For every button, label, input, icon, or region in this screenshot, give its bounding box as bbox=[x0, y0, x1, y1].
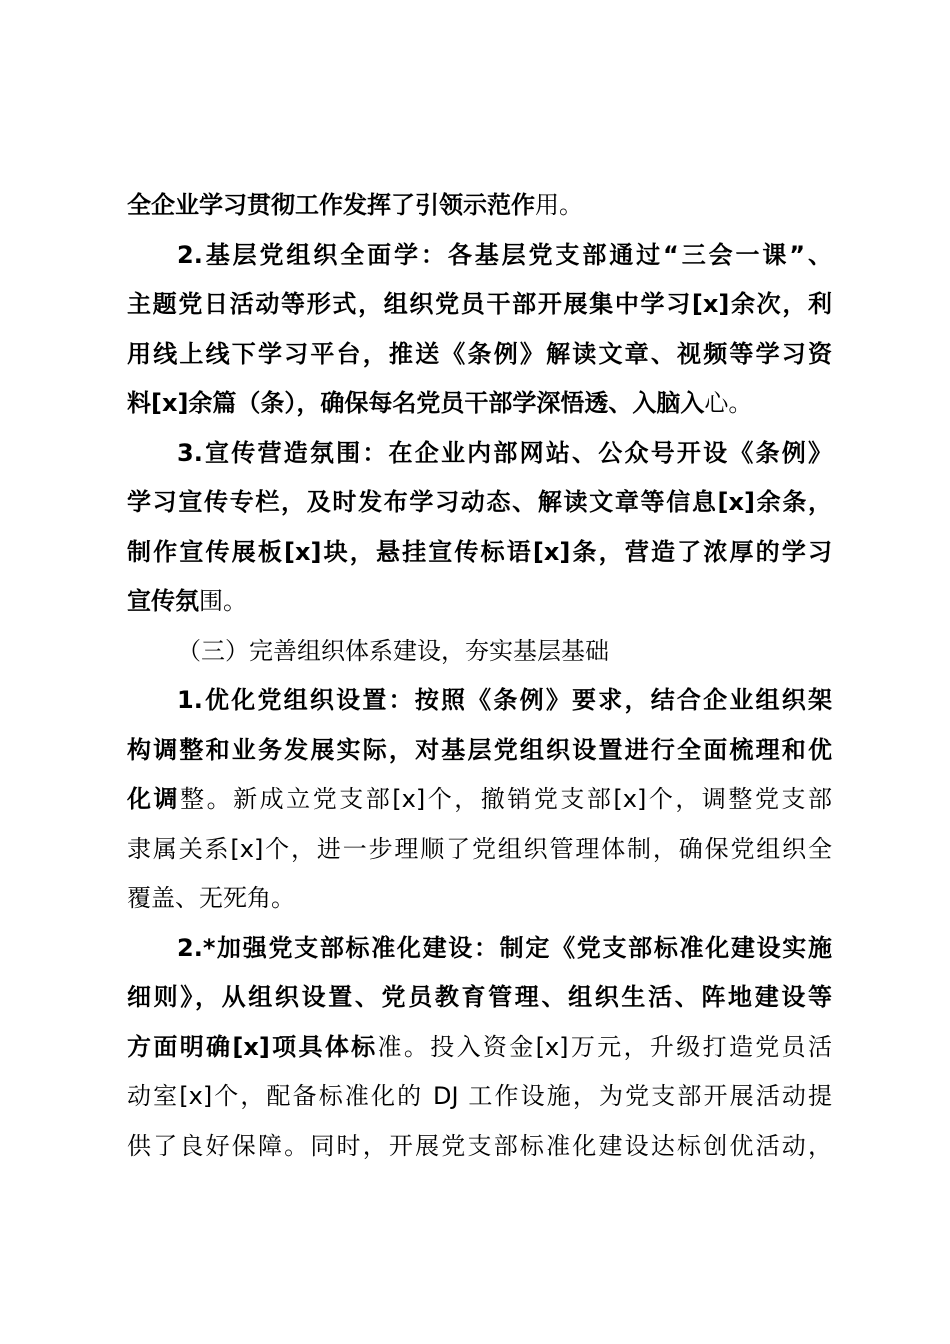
bold-text: 1.优化党组织设置：按照《条例》要求，结合企业组织架 bbox=[177, 686, 832, 714]
paragraph-line bbox=[127, 181, 832, 231]
section-heading bbox=[127, 627, 832, 677]
normal-text: 隶属关系[x]个，进一步理顺了党组织管理体制，确保党组织全 bbox=[127, 834, 832, 863]
bold-text: 全企业学习贯彻工作发挥了引领示范作 bbox=[127, 191, 535, 219]
bold-text: 料[x]余篇（条），确保每名党员干部学深悟透、入脑入 bbox=[127, 389, 705, 417]
paragraph-line bbox=[127, 1122, 832, 1172]
paragraph-line bbox=[127, 577, 832, 627]
bold-text: 2.*加强党支部标准化建设：制定《党支部标准化建设实施 bbox=[177, 933, 832, 962]
paragraph-line bbox=[127, 330, 832, 380]
bold-text: 主题党日活动等形式，组织党员干部开展集中学习[x]余次，利 bbox=[127, 290, 832, 318]
paragraph-line bbox=[127, 775, 832, 825]
normal-text: 准。投入资金[x]万元，升级打造党员活 bbox=[377, 1032, 832, 1061]
bold-text: 宣传氛 bbox=[127, 587, 199, 615]
normal-text: 围。 bbox=[199, 587, 247, 615]
bold-text: 3.宣传营造氛围：在企业内部网站、公众号开设《条例》 bbox=[177, 438, 832, 467]
paragraph-line bbox=[127, 528, 832, 578]
bold-text: 化调 bbox=[127, 785, 181, 813]
bold-text: 细则》，从组织设置、党员教育管理、组织生活、阵地建设等 bbox=[127, 983, 832, 1011]
paragraph-line bbox=[127, 726, 832, 776]
paragraph-line bbox=[127, 280, 832, 330]
bold-text: 2.基层党组织全面学：各基层党支部通过“三会一课”、 bbox=[177, 240, 832, 269]
document-body bbox=[127, 181, 832, 1171]
normal-text: 用。 bbox=[535, 191, 583, 219]
paragraph-line bbox=[127, 478, 832, 528]
paragraph-line bbox=[127, 973, 832, 1023]
paragraph-line bbox=[127, 676, 832, 726]
paragraph-line bbox=[127, 874, 832, 924]
bold-text: 方面明确[x]项具体标 bbox=[127, 1032, 378, 1061]
bold-text: 用线上线下学习平台，推送《条例》解读文章、视频等学习资 bbox=[127, 339, 832, 368]
normal-text: 供了良好保障。同时，开展党支部标准化建设达标创优活动， bbox=[127, 1131, 832, 1160]
paragraph-line bbox=[127, 1072, 832, 1122]
normal-text: 动室[x]个，配备标准化的 DJ 工作设施，为党支部开展活动提 bbox=[127, 1082, 832, 1110]
bold-text: 制作宣传展板[x]块，悬挂宣传标语[x]条，营造了浓厚的学习 bbox=[127, 537, 832, 566]
normal-text: 整。新成立党支部[x]个，撤销党支部[x]个，调整党支部 bbox=[180, 785, 832, 813]
paragraph-line bbox=[127, 924, 832, 974]
paragraph-line bbox=[127, 825, 832, 875]
normal-text: 覆盖、无死角。 bbox=[127, 884, 295, 912]
paragraph-line bbox=[127, 429, 832, 479]
normal-text: 心。 bbox=[704, 389, 753, 417]
paragraph-line bbox=[127, 1023, 832, 1073]
paragraph-line bbox=[127, 231, 832, 281]
normal-text: （三）完善组织体系建设，夯实基层基础 bbox=[177, 636, 609, 665]
bold-text: 构调整和业务发展实际，对基层党组织设置进行全面梳理和优 bbox=[127, 735, 832, 764]
bold-text: 学习宣传专栏，及时发布学习动态、解读文章等信息[x]余条， bbox=[127, 488, 832, 516]
paragraph-line bbox=[127, 379, 832, 429]
